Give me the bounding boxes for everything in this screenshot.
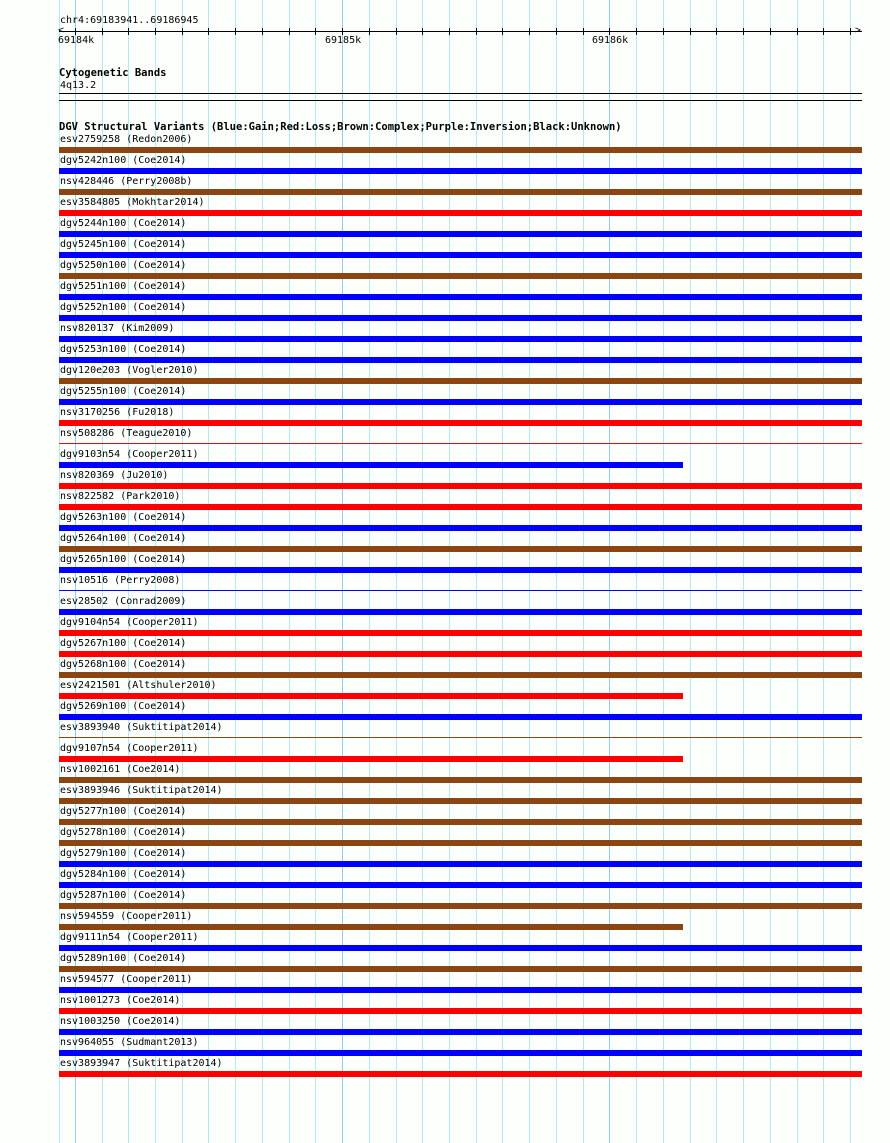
ruler-axis bbox=[59, 31, 862, 32]
variant-label[interactable]: dgv5289n100 (Coe2014) bbox=[60, 953, 187, 964]
variant-bar-complex[interactable] bbox=[59, 378, 862, 384]
variant-bar-loss[interactable] bbox=[59, 483, 862, 489]
cytoband-label[interactable]: 4q13.2 bbox=[60, 80, 97, 91]
ruler-tick bbox=[422, 28, 423, 35]
variant-bar-gain[interactable] bbox=[59, 987, 862, 993]
variant-label[interactable]: dgv9107n54 (Cooper2011) bbox=[60, 743, 199, 754]
variant-bar-gain[interactable] bbox=[59, 231, 862, 237]
variant-bar-loss[interactable] bbox=[59, 651, 862, 657]
track-divider bbox=[59, 100, 862, 101]
variant-label[interactable]: nsv820137 (Kim2009) bbox=[60, 323, 175, 334]
variant-bar-loss[interactable] bbox=[59, 756, 683, 762]
variant-bar-loss[interactable] bbox=[59, 443, 862, 444]
variant-bar-gain[interactable] bbox=[59, 168, 862, 174]
ruler-tick bbox=[476, 28, 477, 35]
variant-label[interactable]: dgv5252n100 (Coe2014) bbox=[60, 302, 187, 313]
variant-label[interactable]: dgv5277n100 (Coe2014) bbox=[60, 806, 187, 817]
variant-label[interactable]: nsv964055 (Sudmant2013) bbox=[60, 1037, 199, 1048]
variant-label[interactable]: dgv5263n100 (Coe2014) bbox=[60, 512, 187, 523]
ruler-tick bbox=[315, 28, 316, 35]
ruler-tick bbox=[396, 28, 397, 35]
variant-bar-gain[interactable] bbox=[59, 590, 862, 591]
variant-label[interactable]: dgv5279n100 (Coe2014) bbox=[60, 848, 187, 859]
variant-bar-loss[interactable] bbox=[59, 420, 862, 426]
ruler-tick bbox=[797, 28, 798, 35]
variant-label[interactable]: nsv428446 (Perry2008b) bbox=[60, 176, 193, 187]
ruler-tick bbox=[850, 28, 851, 35]
ruler-tick bbox=[583, 28, 584, 35]
ruler-tick bbox=[182, 28, 183, 35]
variant-label[interactable]: dgv9111n54 (Cooper2011) bbox=[60, 932, 199, 943]
variant-bar-complex[interactable] bbox=[59, 189, 862, 195]
variant-label[interactable]: dgv5267n100 (Coe2014) bbox=[60, 638, 187, 649]
ruler-tick bbox=[609, 28, 610, 35]
ruler-tick bbox=[770, 28, 771, 35]
variant-bar-complex[interactable] bbox=[59, 273, 862, 279]
variant-bar-complex[interactable] bbox=[59, 903, 862, 909]
cytoband-track-title: Cytogenetic Bands bbox=[59, 67, 167, 79]
variant-label[interactable]: nsv822582 (Park2010) bbox=[60, 491, 181, 502]
variant-bar-loss[interactable] bbox=[59, 504, 862, 510]
variant-bar-gain[interactable] bbox=[59, 945, 862, 951]
variant-bar-complex[interactable] bbox=[59, 147, 862, 153]
variant-label[interactable]: nsv3170256 (Fu2018) bbox=[60, 407, 175, 418]
variant-label[interactable]: dgv5251n100 (Coe2014) bbox=[60, 281, 187, 292]
variant-bar-gain[interactable] bbox=[59, 1029, 862, 1035]
variant-bar-loss[interactable] bbox=[59, 1071, 862, 1077]
ruler-tick bbox=[663, 28, 664, 35]
variant-label[interactable]: esv28502 (Conrad2009) bbox=[60, 596, 187, 607]
variant-bar-gain[interactable] bbox=[59, 315, 862, 321]
variant-label[interactable]: esv3893947 (Suktitipat2014) bbox=[60, 1058, 223, 1069]
variant-label[interactable]: dgv120e203 (Vogler2010) bbox=[60, 365, 199, 376]
ruler-tick bbox=[289, 28, 290, 35]
variant-label[interactable]: nsv10516 (Perry2008) bbox=[60, 575, 181, 586]
variant-label[interactable]: nsv1001273 (Coe2014) bbox=[60, 995, 181, 1006]
variant-bar-gain[interactable] bbox=[59, 336, 862, 342]
variant-label[interactable]: dgv5278n100 (Coe2014) bbox=[60, 827, 187, 838]
variant-bar-gain[interactable] bbox=[59, 525, 862, 531]
variant-label[interactable]: esv3893940 (Suktitipat2014) bbox=[60, 722, 223, 733]
variant-bar-gain[interactable] bbox=[59, 567, 862, 573]
variant-label[interactable]: dgv5250n100 (Coe2014) bbox=[60, 260, 187, 271]
variant-bar-complex[interactable] bbox=[59, 840, 862, 846]
ruler-tick-label: 69186k bbox=[592, 35, 629, 46]
ruler-tick bbox=[529, 28, 530, 35]
ruler-tick bbox=[102, 28, 103, 35]
variant-bar-loss[interactable] bbox=[59, 693, 683, 699]
variant-label[interactable]: esv3893946 (Suktitipat2014) bbox=[60, 785, 223, 796]
variant-bar-gain[interactable] bbox=[59, 1050, 862, 1056]
variant-label[interactable]: dgv5265n100 (Coe2014) bbox=[60, 554, 187, 565]
variant-bar-gain[interactable] bbox=[59, 462, 683, 468]
ruler-tick bbox=[369, 28, 370, 35]
ruler-tick bbox=[75, 28, 76, 35]
ruler-tick bbox=[262, 28, 263, 35]
ruler-tick bbox=[208, 28, 209, 35]
ruler-tick bbox=[155, 28, 156, 35]
variant-label[interactable]: dgv5269n100 (Coe2014) bbox=[60, 701, 187, 712]
variant-label[interactable]: dgv5242n100 (Coe2014) bbox=[60, 155, 187, 166]
ruler-tick bbox=[690, 28, 691, 35]
variant-bar-complex[interactable] bbox=[59, 672, 862, 678]
right-arrow-icon[interactable]: > bbox=[855, 25, 862, 36]
variant-label[interactable]: nsv820369 (Ju2010) bbox=[60, 470, 169, 481]
variant-bar-complex[interactable] bbox=[59, 798, 862, 804]
variant-label[interactable]: esv2759258 (Redon2006) bbox=[60, 134, 193, 145]
variant-label[interactable]: dgv5287n100 (Coe2014) bbox=[60, 890, 187, 901]
ruler-tick bbox=[449, 28, 450, 35]
variant-label[interactable]: dgv5255n100 (Coe2014) bbox=[60, 386, 187, 397]
variant-label[interactable]: dgv5245n100 (Coe2014) bbox=[60, 239, 187, 250]
variant-bar-gain[interactable] bbox=[59, 861, 862, 867]
variant-label[interactable]: dgv5284n100 (Coe2014) bbox=[60, 869, 187, 880]
ruler-tick-label: 69185k bbox=[325, 35, 362, 46]
ruler-tick bbox=[743, 28, 744, 35]
cytoband-line bbox=[59, 93, 862, 94]
left-arrow-icon[interactable]: < bbox=[58, 25, 65, 36]
variant-label[interactable]: dgv5244n100 (Coe2014) bbox=[60, 218, 187, 229]
variant-bar-complex[interactable] bbox=[59, 737, 862, 738]
position-label: chr4:69183941..69186945 bbox=[60, 15, 199, 26]
ruler-tick bbox=[502, 28, 503, 35]
variant-label[interactable]: dgv5253n100 (Coe2014) bbox=[60, 344, 187, 355]
variant-bar-loss[interactable] bbox=[59, 630, 862, 636]
ruler-tick bbox=[823, 28, 824, 35]
variant-bar-complex[interactable] bbox=[59, 966, 862, 972]
variant-bar-loss[interactable] bbox=[59, 1008, 862, 1014]
variant-label[interactable]: nsv594559 (Cooper2011) bbox=[60, 911, 193, 922]
variant-bar-complex[interactable] bbox=[59, 546, 862, 552]
ruler-tick bbox=[128, 28, 129, 35]
variant-bar-gain[interactable] bbox=[59, 252, 862, 258]
ruler-tick bbox=[342, 28, 343, 35]
ruler-tick bbox=[235, 28, 236, 35]
variant-label[interactable]: esv2421501 (Altshuler2010) bbox=[60, 680, 217, 691]
variant-bar-gain[interactable] bbox=[59, 294, 862, 300]
variant-bar-gain[interactable] bbox=[59, 714, 862, 720]
ruler-tick bbox=[716, 28, 717, 35]
variant-bar-gain[interactable] bbox=[59, 609, 862, 615]
ruler-tick bbox=[556, 28, 557, 35]
ruler-tick bbox=[636, 28, 637, 35]
variant-bar-gain[interactable] bbox=[59, 882, 862, 888]
variant-label[interactable]: dgv9104n54 (Cooper2011) bbox=[60, 617, 199, 628]
variant-label[interactable]: nsv594577 (Cooper2011) bbox=[60, 974, 193, 985]
variant-label[interactable]: nsv1002161 (Coe2014) bbox=[60, 764, 181, 775]
variant-label[interactable]: dgv9103n54 (Cooper2011) bbox=[60, 449, 199, 460]
variant-label[interactable]: nsv1003250 (Coe2014) bbox=[60, 1016, 181, 1027]
variant-bar-complex[interactable] bbox=[59, 777, 862, 783]
variant-bar-loss[interactable] bbox=[59, 210, 862, 216]
variant-label[interactable]: nsv508286 (Teague2010) bbox=[60, 428, 193, 439]
variant-bar-gain[interactable] bbox=[59, 399, 862, 405]
variant-bar-complex[interactable] bbox=[59, 924, 683, 930]
variant-bar-complex[interactable] bbox=[59, 819, 862, 825]
variant-label[interactable]: dgv5264n100 (Coe2014) bbox=[60, 533, 187, 544]
dgv-track-title: DGV Structural Variants (Blue:Gain;Red:Loss;Brown:Complex;Purple:Inversion;Black:Unknown) bbox=[59, 121, 622, 133]
variant-bar-gain[interactable] bbox=[59, 357, 862, 363]
variant-label[interactable]: esv3584805 (Mokhtar2014) bbox=[60, 197, 205, 208]
ruler-tick-label: 69184k bbox=[58, 35, 95, 46]
variant-label[interactable]: dgv5268n100 (Coe2014) bbox=[60, 659, 187, 670]
